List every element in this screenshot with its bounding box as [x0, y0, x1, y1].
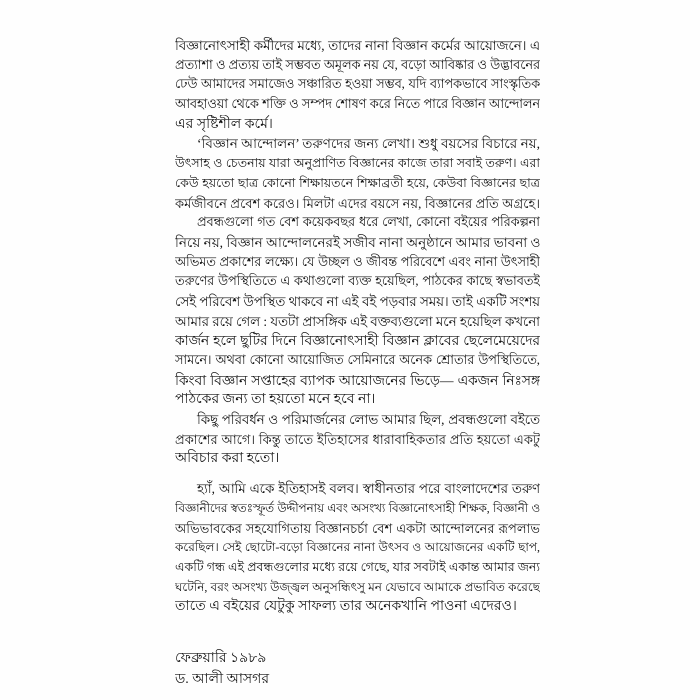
text-line: প্রত্যাশা ও প্রত্যয় তাই সম্ভবত অমূলক নয় যে, বড়ো আবিষ্কার ও উদ্ভাবনের [175, 57, 540, 72]
text-line: প্রকাশের আগে। কিন্তু তাতে ইতিহাসের ধারাবাহিকতার প্রতি হয়তো একটু [175, 431, 540, 447]
text-line: সামনে। অথবা কোনো আয়োজিত সেমিনারে অনেক শ্রোতার উপস্থিতিতে, [175, 353, 540, 367]
text-line: আমার রয়ে গেল : যতটা প্রাসঙ্গিক এই বক্তব্যগুলো মনে হয়েছিল কখনো [175, 313, 540, 329]
text-line: করেছিল। সেই ছোটো-বড়ো বিজ্ঞানের নানা উৎসব ও আয়োজনের একটি ছাপ, [175, 540, 540, 555]
signature-block [175, 648, 475, 690]
signature-date: ফেব্রুয়ারি ১৯৮৯ [175, 651, 267, 666]
preface-body [175, 36, 540, 617]
text-line: অভিভাবকের সহযোগিতায় বিজ্ঞানচর্চা বেশ একটা আন্দোলনের রূপলাভ [175, 520, 540, 536]
signature-author: ড. আলী আসগর [175, 672, 270, 687]
text-line: উৎসাহ ও চেতনায় যারা অনুপ্রাণিত বিজ্ঞানের কাজে তারা সবাই তরুণ। এরা [175, 156, 540, 171]
text-line: আবহাওয়া থেকে শক্তি ও সম্পদ শোষণ করে নিতে পারে বিজ্ঞান আন্দোলন [175, 97, 540, 112]
text-line: ঘটেনি, বরং অসংখ্য উজ্জ্বল অনুসন্ধিৎসু মন যেভাবে আমাকে প্রভাবিত করেছে [175, 579, 540, 594]
paragraph-3 [175, 213, 540, 410]
text-line: হ্যাঁ, আমি একে ইতিহাসই বলব। স্বাধীনতার পরে বাংলাদেশের তরুণ [197, 481, 540, 497]
text-line: প্রবন্ধগুলো গত বেশ কয়েকবছর ধরে লেখা, কোনো বইয়ের পরিকল্পনা [197, 215, 540, 230]
text-line: নিয়ে নয়, বিজ্ঞান আন্দোলনেরই সজীব নানা অনুষ্ঠানে আমার ভাবনা ও [175, 234, 540, 250]
text-line: অভিমত প্রকাশের লক্ষ্যে। যে উচ্ছল ও জীবন্ত পরিবেশে এবং নানা উৎসাহী [175, 254, 540, 269]
text-line: বিজ্ঞানোৎসাহী কর্মীদের মধ্যে, তাদের নানা বিজ্ঞান কর্মের আয়োজনে। এ [175, 38, 540, 53]
paragraph-2 [175, 134, 540, 213]
paragraph-4 [175, 410, 540, 469]
text-line: কার্জন হলে ছুটির দিনে বিজ্ঞানোৎসাহী বিজ্ঞান ক্লাবের ছেলেমেয়েদের [175, 333, 540, 349]
text-line: ‘বিজ্ঞান আন্দোলন’ তরুণদের জন্য লেখা। শুধু বয়সের বিচারে নয়, [197, 136, 540, 152]
text-line: এর সৃষ্টিশীল কর্মে। [175, 116, 273, 132]
text-line: তরুণের উপস্থিতিতে এ কথাগুলো ব্যক্ত হয়েছিল, পাঠকের কাছে স্বভাবতই [175, 274, 540, 289]
text-line: বিজ্ঞানীদের স্বতঃস্ফূর্ত উদ্দীপনায় এবং অসংখ্য বিজ্ঞানোৎসাহী শিক্ষক, বিজ্ঞানী ও [175, 501, 540, 515]
text-line: তাতে এ বইয়ের যেটুকু সাফল্য তার অনেকখানি পাওনা এদেরও। [175, 599, 517, 615]
text-line: সেই পরিবেশ উপস্থিত থাকবে না এই বই পড়বার সময়। তাই একটি সংশয় [175, 293, 540, 309]
text-line: ঢেউ আমাদের সমাজেও সঞ্চারিত হওয়া সম্ভব, যদি ব্যাপকভাবে সাংস্কৃতিক [175, 77, 540, 92]
text-line: কেউ হয়তো ছাত্র কোনো শিক্ষায়তনে শিক্ষাব্রতী হয়ে, কেউবা বিজ্ঞানের ছাত্র [175, 175, 540, 190]
text-line: একটি গন্ধ এই প্রবন্ধগুলোর মধ্যে রয়ে গেছে, যার সবটাই একান্ত আমার জন্য [175, 559, 540, 574]
text-line: কর্মজীবনে প্রবেশ করেও। মিলটা এদের বয়সে নয়, বিজ্ঞানের প্রতি অগ্রহে। [175, 195, 540, 211]
text-line: কিছু পরিবর্ধন ও পরিমার্জনের লোভ আমার ছিল, প্রবন্ধগুলো বইতে [197, 412, 540, 428]
text-line: পাঠকের জন্য তা হয়তো মনে হবে না। [175, 392, 376, 408]
paragraph-5 [175, 479, 540, 617]
text-line: কিংবা বিজ্ঞান সপ্তাহের ব্যাপক আয়োজনের ভিড়ে— একজন নিঃসঙ্গ [175, 372, 540, 388]
paragraph-1 [175, 36, 540, 134]
text-line: অবিচার করা হতো। [175, 451, 280, 467]
